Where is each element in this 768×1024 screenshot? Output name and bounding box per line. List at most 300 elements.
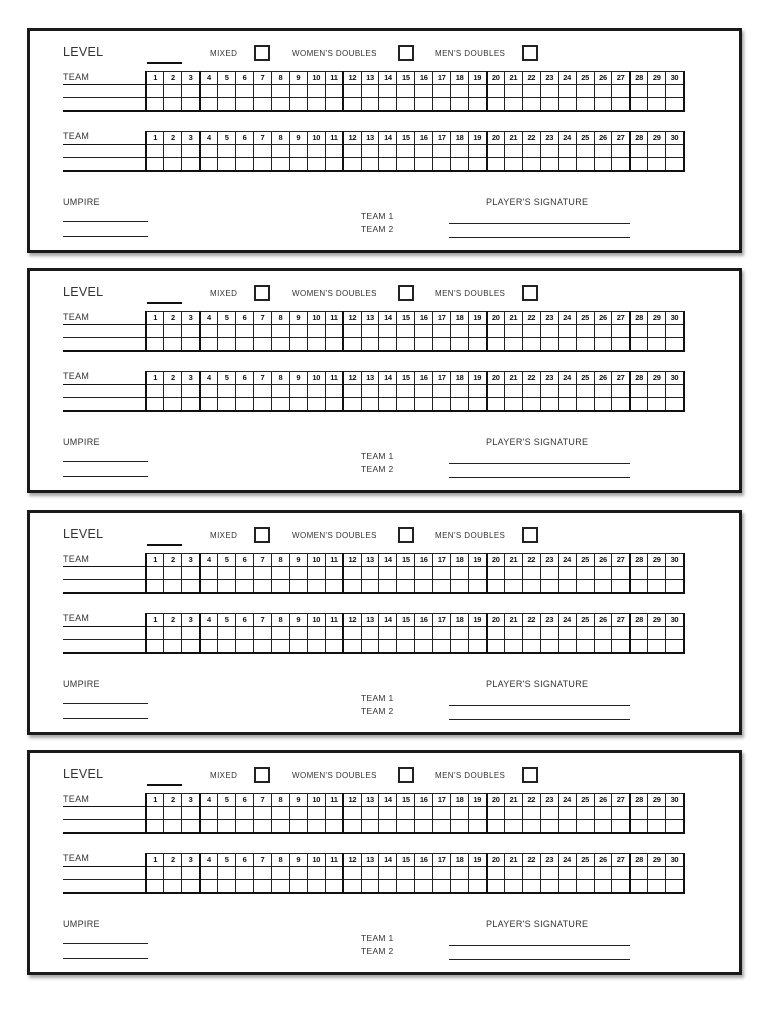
score-cell[interactable] [343, 158, 361, 171]
score-cell[interactable] [397, 98, 415, 111]
score-cell[interactable] [164, 385, 182, 398]
score-cell[interactable] [182, 880, 200, 893]
score-cell[interactable] [146, 325, 164, 338]
score-cell[interactable] [254, 85, 272, 98]
mens-doubles-checkbox[interactable] [522, 45, 538, 61]
score-cell[interactable] [236, 820, 254, 833]
score-cell[interactable] [469, 867, 487, 880]
score-cell[interactable] [146, 398, 164, 411]
score-cell[interactable] [648, 338, 666, 351]
score-cell[interactable] [236, 98, 254, 111]
score-cell[interactable] [218, 627, 236, 640]
score-cell[interactable] [540, 98, 558, 111]
score-cell[interactable] [164, 880, 182, 893]
score-cell[interactable] [361, 385, 379, 398]
score-cell[interactable] [612, 807, 630, 820]
score-cell[interactable] [612, 820, 630, 833]
score-cell[interactable] [504, 627, 522, 640]
score-cell[interactable] [558, 880, 576, 893]
score-cell[interactable] [433, 398, 451, 411]
score-cell[interactable] [182, 398, 200, 411]
score-cell[interactable] [146, 580, 164, 593]
signature-line-team2[interactable] [449, 719, 630, 720]
score-cell[interactable] [254, 98, 272, 111]
score-cell[interactable] [271, 867, 289, 880]
score-cell[interactable] [630, 145, 648, 158]
score-cell[interactable] [522, 880, 540, 893]
score-cell[interactable] [200, 385, 218, 398]
score-cell[interactable] [415, 820, 433, 833]
level-write-line[interactable] [147, 62, 182, 64]
score-cell[interactable] [630, 580, 648, 593]
score-cell[interactable] [558, 640, 576, 653]
score-cell[interactable] [433, 580, 451, 593]
score-cell[interactable] [630, 627, 648, 640]
score-cell[interactable] [218, 338, 236, 351]
score-cell[interactable] [469, 880, 487, 893]
team-name-cell[interactable] [63, 820, 146, 833]
score-cell[interactable] [487, 867, 505, 880]
score-cell[interactable] [415, 627, 433, 640]
score-cell[interactable] [630, 385, 648, 398]
score-cell[interactable] [433, 85, 451, 98]
score-cell[interactable] [218, 567, 236, 580]
score-cell[interactable] [343, 580, 361, 593]
signature-line-team1[interactable] [449, 463, 630, 464]
score-cell[interactable] [487, 398, 505, 411]
score-cell[interactable] [540, 338, 558, 351]
score-cell[interactable] [289, 158, 307, 171]
score-cell[interactable] [182, 820, 200, 833]
mens-doubles-checkbox[interactable] [522, 767, 538, 783]
score-cell[interactable] [289, 567, 307, 580]
score-cell[interactable] [433, 338, 451, 351]
score-cell[interactable] [200, 627, 218, 640]
score-cell[interactable] [182, 325, 200, 338]
mixed-checkbox[interactable] [254, 527, 270, 543]
score-cell[interactable] [271, 385, 289, 398]
score-cell[interactable] [415, 85, 433, 98]
score-cell[interactable] [630, 880, 648, 893]
score-cell[interactable] [307, 98, 325, 111]
score-cell[interactable] [397, 640, 415, 653]
score-cell[interactable] [594, 338, 612, 351]
score-cell[interactable] [218, 398, 236, 411]
score-cell[interactable] [254, 820, 272, 833]
score-cell[interactable] [487, 98, 505, 111]
score-cell[interactable] [379, 820, 397, 833]
score-cell[interactable] [325, 867, 343, 880]
team-name-cell[interactable] [63, 158, 146, 171]
score-cell[interactable] [200, 867, 218, 880]
team-name-cell[interactable] [63, 627, 146, 640]
score-cell[interactable] [307, 325, 325, 338]
level-write-line[interactable] [147, 784, 182, 786]
score-cell[interactable] [612, 567, 630, 580]
score-cell[interactable] [558, 820, 576, 833]
score-cell[interactable] [289, 85, 307, 98]
score-cell[interactable] [236, 85, 254, 98]
score-cell[interactable] [648, 807, 666, 820]
score-cell[interactable] [289, 627, 307, 640]
score-cell[interactable] [146, 85, 164, 98]
score-cell[interactable] [487, 820, 505, 833]
score-cell[interactable] [200, 567, 218, 580]
score-cell[interactable] [271, 398, 289, 411]
score-cell[interactable] [451, 627, 469, 640]
score-cell[interactable] [307, 145, 325, 158]
score-cell[interactable] [558, 85, 576, 98]
score-cell[interactable] [289, 145, 307, 158]
score-cell[interactable] [164, 580, 182, 593]
womens-doubles-checkbox[interactable] [398, 527, 414, 543]
score-cell[interactable] [522, 567, 540, 580]
score-cell[interactable] [433, 807, 451, 820]
score-cell[interactable] [236, 880, 254, 893]
score-cell[interactable] [146, 640, 164, 653]
score-cell[interactable] [594, 98, 612, 111]
score-cell[interactable] [666, 867, 684, 880]
score-cell[interactable] [271, 325, 289, 338]
team-name-cell[interactable] [63, 867, 146, 880]
score-cell[interactable] [289, 385, 307, 398]
score-cell[interactable] [666, 325, 684, 338]
score-cell[interactable] [666, 85, 684, 98]
score-cell[interactable] [200, 640, 218, 653]
score-cell[interactable] [397, 880, 415, 893]
score-cell[interactable] [487, 640, 505, 653]
score-cell[interactable] [612, 325, 630, 338]
score-cell[interactable] [666, 338, 684, 351]
score-cell[interactable] [289, 820, 307, 833]
score-cell[interactable] [487, 325, 505, 338]
score-cell[interactable] [648, 325, 666, 338]
score-cell[interactable] [666, 820, 684, 833]
score-cell[interactable] [164, 85, 182, 98]
score-cell[interactable] [343, 98, 361, 111]
score-cell[interactable] [522, 338, 540, 351]
score-cell[interactable] [522, 867, 540, 880]
score-cell[interactable] [522, 820, 540, 833]
score-cell[interactable] [415, 385, 433, 398]
score-cell[interactable] [469, 580, 487, 593]
score-cell[interactable] [558, 567, 576, 580]
score-cell[interactable] [271, 85, 289, 98]
score-cell[interactable] [433, 627, 451, 640]
score-cell[interactable] [379, 398, 397, 411]
score-cell[interactable] [522, 145, 540, 158]
score-cell[interactable] [343, 85, 361, 98]
team-name-cell[interactable] [63, 338, 146, 351]
score-cell[interactable] [164, 145, 182, 158]
score-cell[interactable] [415, 338, 433, 351]
score-cell[interactable] [325, 85, 343, 98]
womens-doubles-checkbox[interactable] [398, 285, 414, 301]
score-cell[interactable] [576, 580, 594, 593]
score-cell[interactable] [307, 880, 325, 893]
score-cell[interactable] [540, 567, 558, 580]
score-cell[interactable] [200, 85, 218, 98]
score-cell[interactable] [415, 880, 433, 893]
score-cell[interactable] [469, 820, 487, 833]
score-cell[interactable] [379, 567, 397, 580]
score-cell[interactable] [397, 158, 415, 171]
score-cell[interactable] [648, 385, 666, 398]
score-cell[interactable] [469, 98, 487, 111]
score-cell[interactable] [343, 880, 361, 893]
score-cell[interactable] [271, 820, 289, 833]
score-cell[interactable] [451, 567, 469, 580]
score-cell[interactable] [379, 880, 397, 893]
score-cell[interactable] [397, 85, 415, 98]
score-cell[interactable] [630, 807, 648, 820]
score-cell[interactable] [343, 567, 361, 580]
signature-line-team2[interactable] [449, 477, 630, 478]
score-cell[interactable] [469, 145, 487, 158]
score-cell[interactable] [254, 338, 272, 351]
score-cell[interactable] [612, 580, 630, 593]
team-name-cell[interactable] [63, 567, 146, 580]
score-cell[interactable] [218, 580, 236, 593]
score-cell[interactable] [271, 98, 289, 111]
womens-doubles-checkbox[interactable] [398, 45, 414, 61]
score-cell[interactable] [218, 640, 236, 653]
team-name-cell[interactable] [63, 640, 146, 653]
team-name-cell[interactable] [63, 325, 146, 338]
score-cell[interactable] [522, 158, 540, 171]
score-cell[interactable] [218, 820, 236, 833]
score-cell[interactable] [218, 145, 236, 158]
score-cell[interactable] [540, 580, 558, 593]
score-cell[interactable] [236, 807, 254, 820]
score-cell[interactable] [504, 325, 522, 338]
score-cell[interactable] [666, 145, 684, 158]
score-cell[interactable] [146, 338, 164, 351]
score-cell[interactable] [236, 567, 254, 580]
score-cell[interactable] [397, 580, 415, 593]
score-cell[interactable] [594, 820, 612, 833]
score-cell[interactable] [271, 567, 289, 580]
score-cell[interactable] [200, 580, 218, 593]
score-cell[interactable] [271, 807, 289, 820]
score-cell[interactable] [164, 627, 182, 640]
score-cell[interactable] [666, 640, 684, 653]
score-cell[interactable] [200, 807, 218, 820]
score-cell[interactable] [433, 158, 451, 171]
score-cell[interactable] [343, 338, 361, 351]
score-cell[interactable] [451, 385, 469, 398]
score-cell[interactable] [379, 85, 397, 98]
score-cell[interactable] [182, 640, 200, 653]
umpire-line-2[interactable] [63, 718, 148, 719]
score-cell[interactable] [487, 338, 505, 351]
score-cell[interactable] [576, 98, 594, 111]
score-cell[interactable] [200, 880, 218, 893]
team-name-cell[interactable] [63, 98, 146, 111]
score-cell[interactable] [504, 398, 522, 411]
score-cell[interactable] [289, 338, 307, 351]
team-name-cell[interactable] [63, 880, 146, 893]
score-cell[interactable] [451, 98, 469, 111]
score-cell[interactable] [343, 385, 361, 398]
score-cell[interactable] [397, 867, 415, 880]
score-cell[interactable] [218, 880, 236, 893]
score-cell[interactable] [576, 807, 594, 820]
score-cell[interactable] [200, 338, 218, 351]
score-cell[interactable] [594, 145, 612, 158]
score-cell[interactable] [379, 145, 397, 158]
score-cell[interactable] [307, 338, 325, 351]
score-cell[interactable] [325, 158, 343, 171]
score-cell[interactable] [487, 627, 505, 640]
score-cell[interactable] [648, 145, 666, 158]
score-cell[interactable] [182, 580, 200, 593]
score-cell[interactable] [666, 627, 684, 640]
score-cell[interactable] [146, 820, 164, 833]
score-cell[interactable] [469, 325, 487, 338]
score-cell[interactable] [433, 640, 451, 653]
score-cell[interactable] [666, 398, 684, 411]
score-cell[interactable] [630, 158, 648, 171]
score-cell[interactable] [469, 158, 487, 171]
score-cell[interactable] [630, 85, 648, 98]
womens-doubles-checkbox[interactable] [398, 767, 414, 783]
score-cell[interactable] [558, 398, 576, 411]
score-cell[interactable] [415, 567, 433, 580]
score-cell[interactable] [612, 85, 630, 98]
score-cell[interactable] [146, 807, 164, 820]
level-write-line[interactable] [147, 544, 182, 546]
score-cell[interactable] [576, 567, 594, 580]
score-cell[interactable] [666, 567, 684, 580]
score-cell[interactable] [146, 145, 164, 158]
score-cell[interactable] [630, 398, 648, 411]
score-cell[interactable] [594, 880, 612, 893]
signature-line-team1[interactable] [449, 705, 630, 706]
score-cell[interactable] [576, 640, 594, 653]
score-cell[interactable] [164, 98, 182, 111]
score-cell[interactable] [164, 338, 182, 351]
score-cell[interactable] [397, 567, 415, 580]
score-cell[interactable] [612, 398, 630, 411]
score-cell[interactable] [397, 145, 415, 158]
team-name-cell[interactable] [63, 385, 146, 398]
score-cell[interactable] [504, 820, 522, 833]
team-name-cell[interactable] [63, 580, 146, 593]
score-cell[interactable] [433, 145, 451, 158]
score-cell[interactable] [648, 867, 666, 880]
score-cell[interactable] [361, 85, 379, 98]
score-cell[interactable] [307, 567, 325, 580]
score-cell[interactable] [666, 385, 684, 398]
score-cell[interactable] [343, 145, 361, 158]
score-cell[interactable] [648, 627, 666, 640]
score-cell[interactable] [397, 820, 415, 833]
score-cell[interactable] [361, 807, 379, 820]
score-cell[interactable] [540, 867, 558, 880]
mens-doubles-checkbox[interactable] [522, 285, 538, 301]
score-cell[interactable] [594, 580, 612, 593]
score-cell[interactable] [612, 880, 630, 893]
score-cell[interactable] [594, 627, 612, 640]
score-cell[interactable] [325, 880, 343, 893]
mixed-checkbox[interactable] [254, 45, 270, 61]
umpire-line-1[interactable] [63, 703, 148, 704]
score-cell[interactable] [594, 807, 612, 820]
score-cell[interactable] [558, 627, 576, 640]
score-cell[interactable] [522, 640, 540, 653]
score-cell[interactable] [307, 385, 325, 398]
score-cell[interactable] [487, 145, 505, 158]
score-cell[interactable] [343, 325, 361, 338]
score-cell[interactable] [218, 325, 236, 338]
score-cell[interactable] [612, 867, 630, 880]
score-cell[interactable] [666, 580, 684, 593]
score-cell[interactable] [666, 880, 684, 893]
score-cell[interactable] [540, 820, 558, 833]
mens-doubles-checkbox[interactable] [522, 527, 538, 543]
score-cell[interactable] [325, 567, 343, 580]
score-cell[interactable] [648, 880, 666, 893]
score-cell[interactable] [146, 880, 164, 893]
score-cell[interactable] [379, 325, 397, 338]
score-cell[interactable] [415, 145, 433, 158]
score-cell[interactable] [469, 627, 487, 640]
score-cell[interactable] [218, 807, 236, 820]
score-cell[interactable] [594, 85, 612, 98]
score-cell[interactable] [236, 640, 254, 653]
score-cell[interactable] [487, 158, 505, 171]
score-cell[interactable] [576, 820, 594, 833]
signature-line-team2[interactable] [449, 959, 630, 960]
score-cell[interactable] [254, 158, 272, 171]
score-cell[interactable] [254, 867, 272, 880]
score-cell[interactable] [522, 398, 540, 411]
score-cell[interactable] [415, 580, 433, 593]
score-cell[interactable] [289, 807, 307, 820]
score-cell[interactable] [361, 820, 379, 833]
score-cell[interactable] [325, 385, 343, 398]
score-cell[interactable] [451, 338, 469, 351]
score-cell[interactable] [325, 640, 343, 653]
score-cell[interactable] [415, 807, 433, 820]
score-cell[interactable] [666, 807, 684, 820]
score-cell[interactable] [307, 820, 325, 833]
score-cell[interactable] [504, 567, 522, 580]
score-cell[interactable] [361, 325, 379, 338]
score-cell[interactable] [182, 385, 200, 398]
score-cell[interactable] [289, 880, 307, 893]
score-cell[interactable] [182, 627, 200, 640]
score-cell[interactable] [379, 158, 397, 171]
score-cell[interactable] [379, 385, 397, 398]
score-cell[interactable] [487, 807, 505, 820]
score-cell[interactable] [522, 807, 540, 820]
score-cell[interactable] [164, 807, 182, 820]
score-cell[interactable] [361, 640, 379, 653]
score-cell[interactable] [576, 325, 594, 338]
score-cell[interactable] [504, 145, 522, 158]
score-cell[interactable] [576, 145, 594, 158]
score-cell[interactable] [271, 580, 289, 593]
score-cell[interactable] [343, 807, 361, 820]
score-cell[interactable] [648, 85, 666, 98]
score-cell[interactable] [307, 867, 325, 880]
score-cell[interactable] [379, 338, 397, 351]
score-cell[interactable] [415, 325, 433, 338]
score-cell[interactable] [469, 385, 487, 398]
score-cell[interactable] [612, 98, 630, 111]
